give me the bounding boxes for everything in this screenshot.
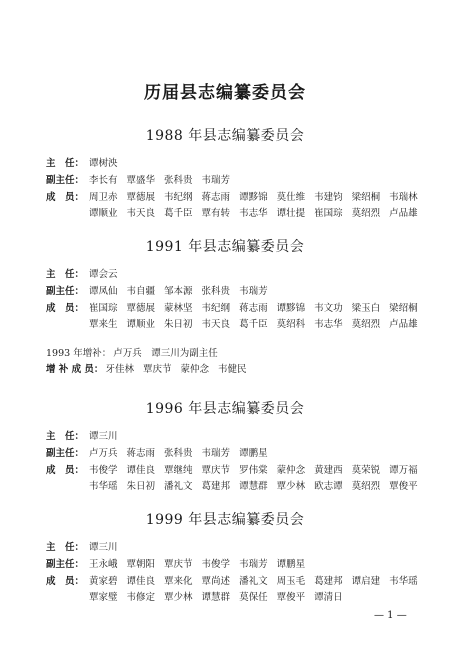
member-name: 崔国琮 xyxy=(314,208,343,219)
member-name: 罗伟棠 xyxy=(239,465,268,476)
member-name: 韦建钧 xyxy=(314,192,343,203)
section-title-1996: 1996 年县志编纂委员会 xyxy=(145,401,305,417)
member-name: 欧志谭 xyxy=(314,481,343,492)
member-name: 莫绍烈 xyxy=(351,481,381,492)
director-name: 谭会云 xyxy=(89,269,118,280)
member-name: 韦纪纲 xyxy=(164,192,193,203)
members-row-1996 xyxy=(46,464,427,478)
member-name: 蒙林坚 xyxy=(164,303,193,314)
deputy-label: 副主任： xyxy=(46,559,85,570)
director-name: 谭树泱 xyxy=(89,158,118,169)
member-name: 谭启建 xyxy=(351,576,381,587)
deputy-name: 韦自疆 xyxy=(126,286,156,297)
director-row-1991 xyxy=(46,268,127,282)
deputy-name: 韦瑞芳 xyxy=(239,286,268,297)
member-name: 梁玉白 xyxy=(351,303,381,314)
member-name: 覃俊平 xyxy=(389,481,418,492)
deputy-name: 谭凤仙 xyxy=(89,286,118,297)
member-name: 韦天良 xyxy=(201,319,231,330)
member-name: 覃庆节 xyxy=(201,465,231,476)
supplement-members-row xyxy=(46,363,256,377)
director-label: 主 任： xyxy=(46,431,85,442)
deputy-name: 覃朝阳 xyxy=(126,559,156,570)
director-name: 谭三川 xyxy=(89,542,118,553)
deputy-label: 副主任： xyxy=(46,286,85,297)
deputy-name: 张科贵 xyxy=(201,286,231,297)
member-name: 牙佳林 xyxy=(105,364,134,375)
member-name: 莫绍烈 xyxy=(351,319,381,330)
member-name: 谭清日 xyxy=(314,592,343,603)
deputy-label: 副主任： xyxy=(46,448,85,459)
member-name: 潘礼文 xyxy=(239,576,268,587)
page-number: — 1 — xyxy=(374,610,407,621)
member-name: 覃家璧 xyxy=(89,592,118,603)
director-name: 谭三川 xyxy=(89,431,118,442)
member-name: 周卫赤 xyxy=(89,192,118,203)
member-name: 覃德展 xyxy=(126,303,156,314)
member-name: 梁绍桐 xyxy=(389,303,418,314)
deputy-name: 覃庆节 xyxy=(164,559,193,570)
deputy-name: 王永峨 xyxy=(89,559,118,570)
member-name: 谭黟锦 xyxy=(276,303,306,314)
director-label: 主 任： xyxy=(46,269,85,280)
member-name: 覃来生 xyxy=(89,319,118,330)
members-row-1999-cont xyxy=(89,591,352,605)
member-label: 成 员： xyxy=(46,303,85,314)
member-name: 覃继纯 xyxy=(164,465,193,476)
deputy-name: 邹本源 xyxy=(164,286,193,297)
deputy-name: 谭鹏星 xyxy=(239,448,268,459)
member-name: 韦瑞林 xyxy=(389,192,418,203)
member-name: 莫仕维 xyxy=(276,192,306,203)
member-name: 卢品雄 xyxy=(389,208,418,219)
member-name: 谭慧群 xyxy=(239,481,268,492)
supplement-members-label: 增 补 成 员： xyxy=(46,364,104,375)
director-row-1996 xyxy=(46,430,127,444)
member-name: 蒋志雨 xyxy=(201,192,231,203)
member-name: 谭壮提 xyxy=(276,208,306,219)
supplement-1993-row xyxy=(46,347,218,361)
member-name: 韦文功 xyxy=(314,303,343,314)
member-name: 葛千臣 xyxy=(164,208,193,219)
deputy-name: 韦瑞芳 xyxy=(201,448,231,459)
deputy-row-1999 xyxy=(46,558,314,572)
deputy-row-1991 xyxy=(46,285,277,299)
director-label: 主 任： xyxy=(46,158,85,169)
member-name: 葛千臣 xyxy=(239,319,268,330)
member-name: 葛建邦 xyxy=(314,576,343,587)
member-name: 韦俊学 xyxy=(89,465,118,476)
member-name: 韦健民 xyxy=(217,364,247,375)
deputy-name: 韦俊学 xyxy=(201,559,231,570)
deputy-name: 谭鹏星 xyxy=(276,559,306,570)
member-name: 崔国琮 xyxy=(89,303,118,314)
director-row-1999 xyxy=(46,541,127,555)
deputy-name: 张科贵 xyxy=(164,448,193,459)
deputy-name: 李长有 xyxy=(89,175,118,186)
member-name: 谭黟锦 xyxy=(239,192,268,203)
section-title-1999: 1999 年县志编纂委员会 xyxy=(145,512,305,528)
deputy-name: 蒋志雨 xyxy=(126,448,156,459)
member-name: 韦天良 xyxy=(126,208,156,219)
member-name: 蒋志雨 xyxy=(239,303,268,314)
member-name: 谭顺业 xyxy=(126,319,156,330)
member-name: 卢品雄 xyxy=(389,319,418,330)
member-name: 潘礼文 xyxy=(164,481,193,492)
members-row-1991-cont xyxy=(89,318,427,332)
member-name: 谭顺业 xyxy=(89,208,118,219)
page-title: 历届县志编纂委员会 xyxy=(144,83,306,103)
member-name: 韦华瑶 xyxy=(89,481,118,492)
member-name: 覃少林 xyxy=(164,592,193,603)
member-name: 黄建西 xyxy=(314,465,343,476)
deputy-name: 覃盛华 xyxy=(126,175,156,186)
member-name: 韦志华 xyxy=(239,208,268,219)
member-name: 朱日初 xyxy=(126,481,156,492)
member-name: 谭万福 xyxy=(389,465,418,476)
member-name: 覃德展 xyxy=(126,192,156,203)
member-name: 周玉毛 xyxy=(276,576,306,587)
member-label: 成 员： xyxy=(46,576,85,587)
supplement-1993-label: 1993 年增补： xyxy=(46,348,112,359)
supplement-1993-text: 卢万兵 谭三川为副主任 xyxy=(113,348,218,359)
deputy-name: 韦瑞芳 xyxy=(201,175,231,186)
member-label: 成 员： xyxy=(46,465,85,476)
member-name: 梁绍桐 xyxy=(351,192,381,203)
members-row-1988-cont xyxy=(89,207,427,221)
members-row-1996-cont xyxy=(89,480,427,494)
member-label: 成 员： xyxy=(46,192,85,203)
director-label: 主 任： xyxy=(46,542,85,553)
member-name: 韦志华 xyxy=(314,319,343,330)
member-name: 韦华瑶 xyxy=(389,576,418,587)
member-name: 韦纪纲 xyxy=(201,303,231,314)
member-name: 覃来化 xyxy=(164,576,193,587)
members-row-1999 xyxy=(46,575,427,589)
members-row-1988 xyxy=(46,191,427,205)
member-name: 覃俊平 xyxy=(276,592,306,603)
member-name: 覃庆节 xyxy=(142,364,172,375)
section-title-1988: 1988 年县志编纂委员会 xyxy=(145,128,305,144)
member-name: 覃尚述 xyxy=(201,576,231,587)
deputy-name: 卢万兵 xyxy=(89,448,118,459)
deputy-row-1996 xyxy=(46,447,277,461)
member-name: 覃有转 xyxy=(201,208,231,219)
member-name: 朱日初 xyxy=(164,319,193,330)
member-name: 谭慧群 xyxy=(201,592,231,603)
members-row-1991 xyxy=(46,302,427,316)
member-name: 覃少林 xyxy=(276,481,306,492)
deputy-row-1988 xyxy=(46,174,239,188)
section-title-1991: 1991 年县志编纂委员会 xyxy=(145,239,305,255)
member-name: 葛建邦 xyxy=(201,481,231,492)
member-name: 谭佳良 xyxy=(126,465,156,476)
member-name: 韦修定 xyxy=(126,592,156,603)
director-row-1988 xyxy=(46,157,127,171)
member-name: 莫保任 xyxy=(239,592,268,603)
member-name: 莫绍烈 xyxy=(351,208,381,219)
member-name: 蒙仲念 xyxy=(276,465,306,476)
member-name: 莫荣锐 xyxy=(351,465,381,476)
deputy-label: 副主任： xyxy=(46,175,85,186)
member-name: 蒙仲念 xyxy=(180,364,209,375)
member-name: 莫绍科 xyxy=(276,319,306,330)
member-name: 黄家碧 xyxy=(89,576,118,587)
deputy-name: 张科贵 xyxy=(164,175,193,186)
member-name: 谭佳良 xyxy=(126,576,156,587)
deputy-name: 韦瑞芳 xyxy=(239,559,268,570)
